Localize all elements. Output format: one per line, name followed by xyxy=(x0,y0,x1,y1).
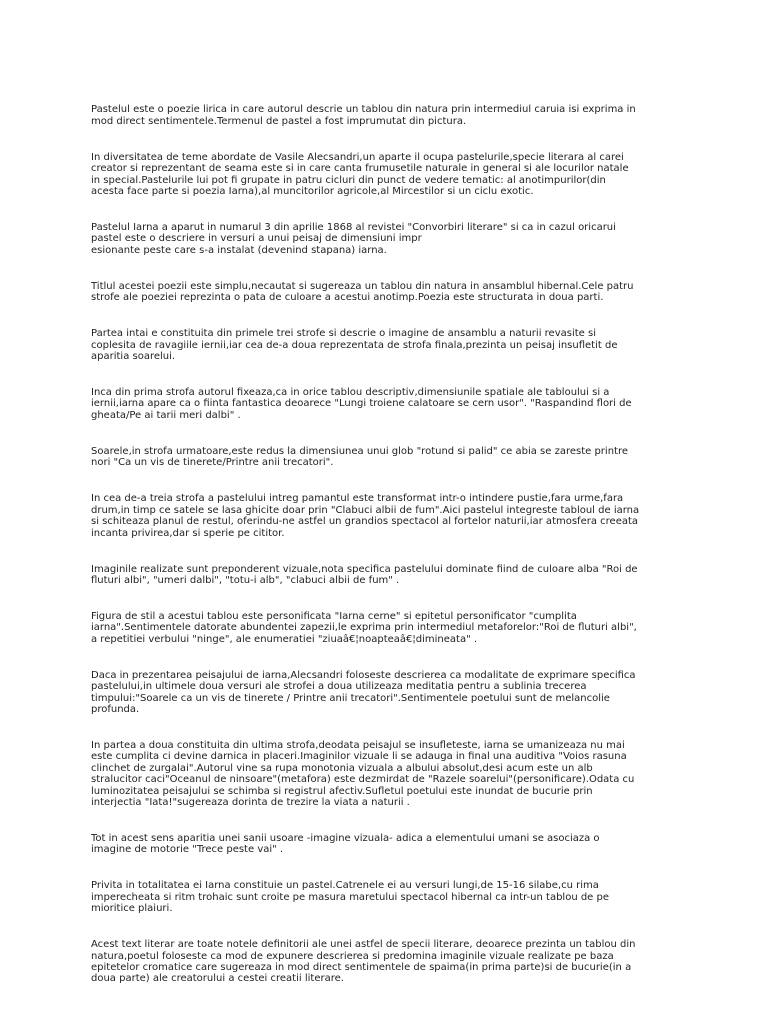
paragraph: Partea intai e constituita din primele trei strofe si descrie o imagine de ansamblu a naturii revasite si coplesita de ravagiile iernii,iar cea de-a doua reprezentata de strofa finala,prezinta un peisaj insufletit de aparitia soarelui. xyxy=(91,328,618,363)
paragraph: Tot in acest sens aparitia unei sanii usoare -imagine vizuala- adica a elementului umani se asociaza o imagine de motorie "Trece peste vai" . xyxy=(91,832,600,856)
paragraph: Pastelul este o poezie lirica in care autorul descrie un tablou din natura prin intermediul caruia isi exprima in mod direct sentimentele.Termenul de pastel a fost imprumutat din pictura. xyxy=(91,104,636,127)
paragraph: In diversitatea de teme abordate de Vasile Alecsandri,un aparte il ocupa pastelurile,specie literara al carei creator si reprezentant de seama este si in care canta frumusetile naturale in general si ale locurilor natale in special.Pastelurile lui pot fi grupate in patru cicluri din punct de vedere tematic: al anotimpurilor(din acesta face parte si poezia Iarna),al muncitorilor agricole,al Mircestilor si un ciclu exotic. xyxy=(91,151,629,198)
paragraph: Titlul acestei poezii este simplu,necautat si sugereaza un tablou din natura in ansamblul hibernal.Cele patru strofe ale poeziei reprezinta o pata de culoare a acestui anotimp.Poezia este structurata in doua parti. xyxy=(91,280,634,304)
paragraph: Daca in prezentarea peisajului de iarna,Alecsandri foloseste descrierea ca modalitate de exprimare specifica pastelului,in ultimele doua versuri ale strofei a doua utilizeaza meditatia pentru a sublinia trecerea timpului:"Soarele ca un vis de tinerete / Printre anii trecatori".Sentimentele poetului sunt de melancolie profunda. xyxy=(91,669,636,715)
paragraph: Pastelul Iarna a aparut in numarul 3 din aprilie 1868 al revistei "Convorbiri literare" si ca in cazul oricarui pastel este o descriere in versuri a unui peisaj de dimensiuni impr esionante peste care s-a instalat (devenind stapana) iarna. xyxy=(91,222,616,256)
paragraph: In cea de-a treia strofa a pastelului intreg pamantul este transformat intr-o intindere pustie,fara urme,fara drum,in timp ce satele se lasa ghicite doar prin "Clabuci albii de fum".Aici pastelul integreste tabloul de iarna si schiteaza planul de restul, oferindu-ne astfel un grandios spectacol al fortelor naturii,iar atmosfera creeata incanta privirea,dar si sperie pe cititor. xyxy=(91,493,640,539)
paragraph: Privita in totalitatea ei Iarna constituie un pastel.Catrenele ei au versuri lungi,de 15-16 silabe,cu rima imperecheata si ritm trohaic sunt croite pe masura maretului spectacol hibernal ca intr-un tablou de pe mioritice plaiuri. xyxy=(91,880,610,915)
paragraph: Acest text literar are toate notele definitorii ale unei astfel de specii literare, deoarece prezinta un tablou din natura,poetul foloseste ca mod de expunere descrierea si predomina imaginile vizuale realizate pe baza epitetelor cromatice care sugereaza in mod direct sentimentele de spaima(in prima parte)si de bucurie(in a doua parte) ale creatorului a cestei creatii literare. xyxy=(91,939,636,985)
paragraph: Imaginile realizate sunt preponderent vizuale,nota specifica pastelului dominate fiind de culoare alba "Roi de fluturi albi", "umeri dalbi", "totu-i alb", "clabuci albii de fum" . xyxy=(91,563,638,586)
paragraph: In partea a doua constituita din ultima strofa,deodata peisajul se insufleteste, iarna se umanizeaza nu mai este cumplita ci devine darnica in placeri.Imaginilor vizuale li se adauga in final una auditiva "Voios rasuna clinchet de zurgalai".Autorul vine sa rupa monotonia vizuala a albului absolut,desi acum este un alb stralucitor caci"Oceanul de ninsoare"(metafora) este dezmirdat de "Razele soarelui"(personificare).Odata cu luminozitatea peisajului se schimba si registrul afectiv.Sufletul poetului este inundat de bucurie prin interjectia "Iata!"sugereaza dorinta de trezire la viata a naturii . xyxy=(91,739,635,808)
paragraph: Figura de stil a acestui tablou este personificata "Iarna cerne" si epitetul personificator "cumplita iarna".Sentimentele datorate abundentei zapezii,le exprima prin intermediul metaforelor:"Roi de fluturi albi", a repetitiei verbului "ninge", ale enumeratiei "ziuaâ€¦noapteaâ€¦dimineata" . xyxy=(91,610,637,645)
paragraph: Soarele,in strofa urmatoare,este redus la dimensiunea unui glob "rotund si palid" ce abia se zareste printre nori "Ca un vis de tinerete/Printre anii trecatori". xyxy=(91,445,628,469)
paragraph: Inca din prima strofa autorul fixeaza,ca in orice tablou descriptiv,dimensiunile spatiale ale tabloului si a iernii,iarna apare ca o fiinta fantastica deoarece "Lungi troiene calatoare se cern usor". "Raspandind flori de gheata/Pe ai tarii meri dalbi" . xyxy=(91,387,632,421)
document-body xyxy=(91,93,691,1009)
